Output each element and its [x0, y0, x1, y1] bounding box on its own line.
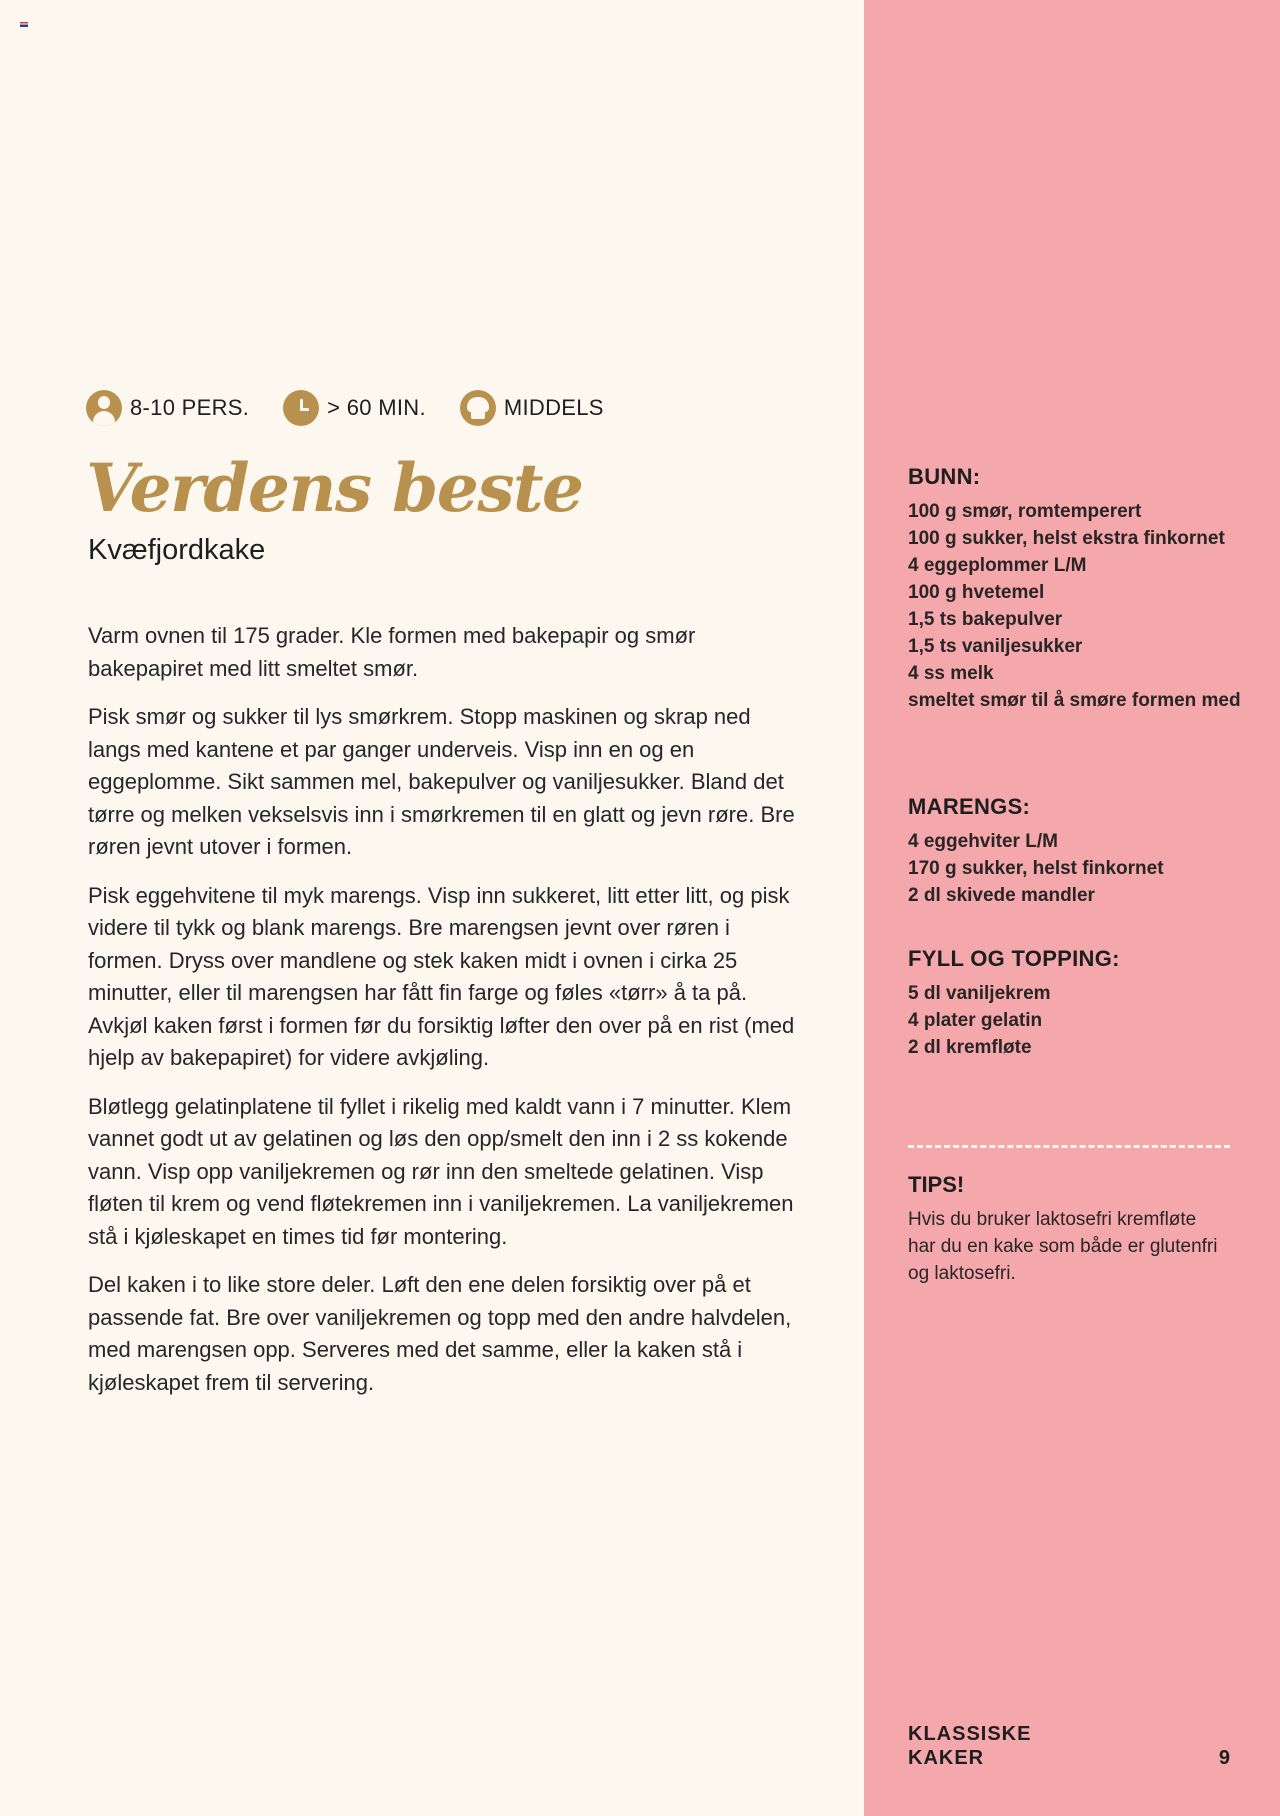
ingredient-item: 4 eggehviter L/M: [908, 831, 1058, 852]
ingredients-bunn: [908, 464, 1248, 714]
ingredient-item: 1,5 ts bakepulver: [908, 609, 1063, 630]
section-heading: FYLL OG TOPPING:: [908, 946, 1120, 971]
instruction-step: Pisk eggehvitene til myk marengs. Visp inn sukkeret, litt etter litt, og pisk videre til tykk og blank marengs. Bre marengsen jevnt over røren i formen. Dryss over mandlene og stek kaken midt i ovnen i cirka 25 minutter, eller til marengsen har fått fin farge og føles «tørr» å ta på. Avkjøl kaken først i formen før du forsiktig løfter den over på en rist (med hjelp av bakepapiret) for videre avkjøling.: [88, 882, 795, 1070]
ingredient-item: 4 plater gelatin: [908, 1010, 1043, 1031]
ingredient-item: 2 dl skivede mandler: [908, 885, 1095, 906]
chef-hat-icon: [460, 390, 496, 426]
servings-info: [86, 390, 249, 426]
difficulty-info: [460, 390, 604, 426]
ingredient-item: 5 dl vaniljekrem: [908, 983, 1051, 1004]
instruction-step: Varm ovnen til 175 grader. Kle formen med bakepapir og smør bakepapiret med litt smeltet smør.: [88, 623, 696, 681]
recipe-meta: [86, 388, 638, 428]
ingredient-item: 4 ss melk: [908, 663, 994, 684]
page-number: 9: [1218, 1747, 1230, 1769]
ingredient-item: 1,5 ts vaniljesukker: [908, 636, 1083, 657]
ingredients-fyll: [908, 946, 1248, 1061]
section-label: [908, 1722, 1068, 1770]
instruction-step: Del kaken i to like store deler. Løft den ene delen forsiktig over på et passende fat. Bre over vaniljekremen og topp med den andre halvdelen, med marengsen opp. Serveres med det samme, eller la kaken stå i kjøleskapet frem til servering.: [88, 1272, 792, 1395]
ingredient-item: 4 eggeplommer L/M: [908, 555, 1087, 576]
time-text: > 60 MIN.: [327, 395, 426, 420]
recipe-subtitle: Kvæfjordkake: [88, 534, 266, 566]
clock-icon: [283, 390, 319, 426]
tips-heading: TIPS!: [908, 1172, 965, 1197]
section-heading: BUNN:: [908, 464, 981, 489]
ingredient-item: smeltet smør til å smøre formen med: [908, 690, 1241, 711]
flag-icon: [20, 22, 28, 27]
ingredients-marengs: [908, 794, 1248, 909]
recipe-title: Verdens beste: [86, 449, 583, 527]
ingredient-item: 170 g sukker, helst finkornet: [908, 858, 1164, 879]
section-heading: MARENGS:: [908, 794, 1031, 819]
ingredient-list: [908, 980, 1248, 1061]
person-icon: [86, 390, 122, 426]
ingredient-item: 100 g hvetemel: [908, 582, 1045, 603]
ingredient-item: 100 g sukker, helst ekstra finkornet: [908, 528, 1225, 549]
servings-text: 8-10 PERS.: [130, 395, 250, 420]
section-label-line: KLASSISKE: [908, 1723, 1032, 1745]
time-info: [283, 390, 426, 426]
recipe-instructions: [88, 620, 808, 1415]
ingredient-item: 2 dl kremfløte: [908, 1037, 1032, 1058]
difficulty-text: MIDDELS: [503, 395, 604, 420]
section-label-line: KAKER: [908, 1747, 985, 1769]
tips-box: [908, 1172, 1228, 1287]
tips-text: Hvis du bruker laktosefri kremfløte har du en kake som både er glutenfri og laktosefri.: [908, 1209, 1218, 1284]
ingredient-item: 100 g smør, romtemperert: [908, 501, 1142, 522]
divider: [908, 1145, 1230, 1148]
instruction-step: Pisk smør og sukker til lys smørkrem. Stopp maskinen og skrap ned langs med kantene et par ganger underveis. Visp inn en og en eggeplomme. Sikt sammen mel, bakepulver og vaniljesukker. Bland det tørre og melken vekselsvis inn i smørkremen til en glatt og jevn røre. Bre røren jevnt utover i formen.: [88, 704, 795, 859]
ingredient-list: [908, 828, 1248, 909]
ingredient-list: [908, 498, 1248, 714]
instruction-step: Bløtlegg gelatinplatene til fyllet i rikelig med kaldt vann i 7 minutter. Klem vannet godt ut av gelatinen og løs den opp/smelt den inn i 2 ss kokende vann. Visp opp vaniljekremen og rør inn den smeltede gelatinen. Visp fløten til krem og vend fløtekremen inn i vaniljekremen. La vaniljekremen stå i kjøleskapet en times tid før montering.: [88, 1093, 794, 1249]
